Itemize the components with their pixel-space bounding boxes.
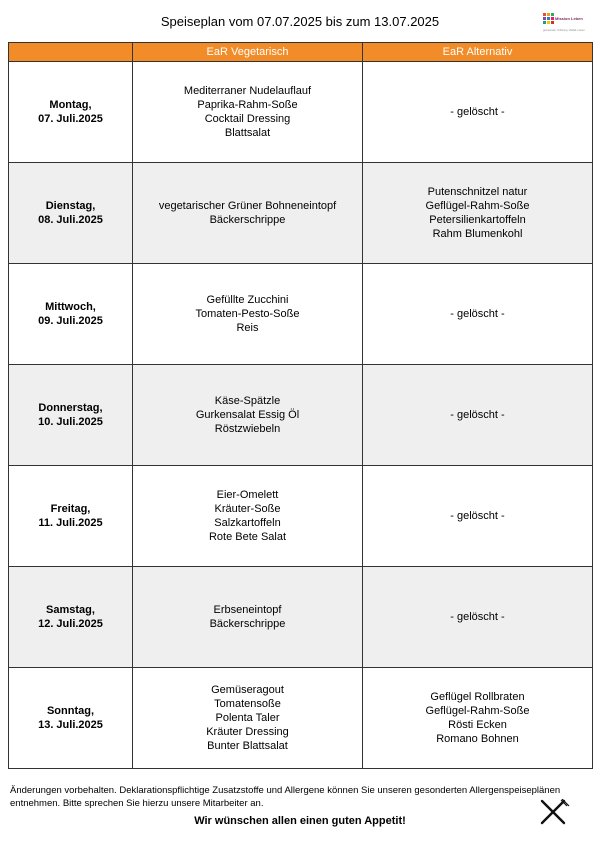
menu-table-body bbox=[9, 62, 593, 769]
column-header-vegetarian: EaR Vegetarisch bbox=[133, 43, 363, 62]
alternative-cell bbox=[363, 567, 593, 668]
alternative-cell bbox=[363, 62, 593, 163]
day-cell bbox=[9, 264, 133, 365]
dish-item: vegetarischer Grüner Bohneneintopf bbox=[158, 200, 337, 212]
date-label: 12. Juli.2025 bbox=[38, 618, 103, 630]
dish-item: Gurkensalat Essig Öl bbox=[195, 409, 300, 421]
weekday-label: Samstag, bbox=[46, 604, 95, 616]
dish-item: Käse-Spätzle bbox=[214, 395, 281, 407]
mission-leben-logo bbox=[541, 12, 586, 38]
date-label: 09. Juli.2025 bbox=[38, 315, 103, 327]
date-label: 11. Juli.2025 bbox=[38, 517, 103, 529]
vegetarian-cell bbox=[133, 466, 363, 567]
dish-item: Kräuter Dressing bbox=[206, 726, 289, 738]
footer-wish: Wir wünschen allen einen guten Appetit! bbox=[194, 815, 406, 827]
alternative-cell bbox=[363, 264, 593, 365]
dish-item: Putenschnitzel natur bbox=[427, 186, 528, 198]
dish-item: Bunter Blattsalat bbox=[207, 740, 288, 752]
alternative-cell bbox=[363, 466, 593, 567]
day-cell bbox=[9, 163, 133, 264]
dish-item: Kräuter-Soße bbox=[214, 503, 281, 515]
table-row bbox=[9, 264, 593, 365]
page-title: Speiseplan vom 07.07.2025 bis zum 13.07.2025 bbox=[160, 14, 440, 29]
dish-item: - gelöscht - bbox=[450, 106, 505, 118]
column-header-day bbox=[9, 43, 133, 62]
date-label: 07. Juli.2025 bbox=[38, 113, 103, 125]
vegetarian-cell bbox=[133, 62, 363, 163]
dish-item: - gelöscht - bbox=[450, 611, 505, 623]
dish-item: Tomatensoße bbox=[214, 698, 281, 710]
logo-subtext: gemeinsam. Hoffnung. Vielfalt. Leben. bbox=[543, 29, 586, 32]
table-header-row bbox=[9, 43, 593, 62]
table-row bbox=[9, 567, 593, 668]
weekday-label: Donnerstag, bbox=[38, 402, 103, 414]
date-label: 10. Juli.2025 bbox=[38, 416, 103, 428]
dish-item: Salzkartoffeln bbox=[214, 517, 281, 529]
dish-item: Reis bbox=[236, 322, 259, 334]
table-row bbox=[9, 365, 593, 466]
dish-item: Erbseneintopf bbox=[213, 604, 282, 616]
day-cell bbox=[9, 567, 133, 668]
weekday-label: Sonntag, bbox=[46, 705, 95, 717]
dish-item: Bäckerschrippe bbox=[209, 214, 286, 226]
dish-item: Paprika-Rahm-Soße bbox=[197, 99, 298, 111]
dish-item: Tomaten-Pesto-Soße bbox=[195, 308, 300, 320]
day-cell bbox=[9, 62, 133, 163]
alternative-cell bbox=[363, 668, 593, 769]
dish-item: Mediterraner Nudelauflauf bbox=[183, 85, 312, 97]
dish-item: Eier-Omelett bbox=[216, 489, 279, 501]
weekday-label: Dienstag, bbox=[45, 200, 96, 212]
dish-item: Gemüseragout bbox=[211, 684, 284, 696]
vegetarian-cell bbox=[133, 668, 363, 769]
dish-item: Gefüllte Zucchini bbox=[206, 294, 289, 306]
dish-item: Romano Bohnen bbox=[436, 733, 519, 745]
table-row bbox=[9, 668, 593, 769]
dish-item: Geflügel-Rahm-Soße bbox=[425, 705, 530, 717]
dish-item: Rösti Ecken bbox=[448, 719, 507, 731]
dish-item: Bäckerschrippe bbox=[209, 618, 286, 630]
table-row bbox=[9, 62, 593, 163]
dish-item: Geflügel-Rahm-Soße bbox=[425, 200, 530, 212]
day-cell bbox=[9, 466, 133, 567]
dish-item: Blattsalat bbox=[224, 127, 271, 139]
vegetarian-cell bbox=[133, 567, 363, 668]
dish-item: - gelöscht - bbox=[450, 308, 505, 320]
alternative-cell bbox=[363, 365, 593, 466]
weekday-label: Mittwoch, bbox=[45, 301, 96, 313]
vegetarian-cell bbox=[133, 163, 363, 264]
day-cell bbox=[9, 365, 133, 466]
column-header-alternative: EaR Alternativ bbox=[363, 43, 593, 62]
date-label: 08. Juli.2025 bbox=[38, 214, 103, 226]
dish-item: Petersilienkartoffeln bbox=[429, 214, 526, 226]
cutlery-icon bbox=[536, 799, 570, 825]
dish-item: Cocktail Dressing bbox=[204, 113, 291, 125]
weekday-label: Freitag, bbox=[50, 503, 91, 515]
dish-item: - gelöscht - bbox=[450, 510, 505, 522]
table-row bbox=[9, 163, 593, 264]
day-cell bbox=[9, 668, 133, 769]
table-row bbox=[9, 466, 593, 567]
weekday-label: Montag, bbox=[49, 99, 92, 111]
menu-table bbox=[8, 42, 593, 769]
footer-note: Änderungen vorbehalten. Deklarationspflichtige Zusatzstoffe und Allergene können Sie unseren gesonderten Allergenspeiseplänen entnehmen. Bitte sprechen Sie hierzu unsere Mitarbeiter an. bbox=[10, 785, 561, 809]
dish-item: Rahm Blumenkohl bbox=[432, 228, 523, 240]
alternative-cell bbox=[363, 163, 593, 264]
vegetarian-cell bbox=[133, 264, 363, 365]
dish-item: Rote Bete Salat bbox=[208, 531, 287, 543]
logo-text: Mission Leben bbox=[555, 16, 583, 21]
dish-item: Geflügel Rollbraten bbox=[430, 691, 525, 703]
vegetarian-cell bbox=[133, 365, 363, 466]
dish-item: Röstzwiebeln bbox=[214, 423, 281, 435]
date-label: 13. Juli.2025 bbox=[38, 719, 103, 731]
dish-item: - gelöscht - bbox=[450, 409, 505, 421]
dish-item: Polenta Taler bbox=[215, 712, 280, 724]
